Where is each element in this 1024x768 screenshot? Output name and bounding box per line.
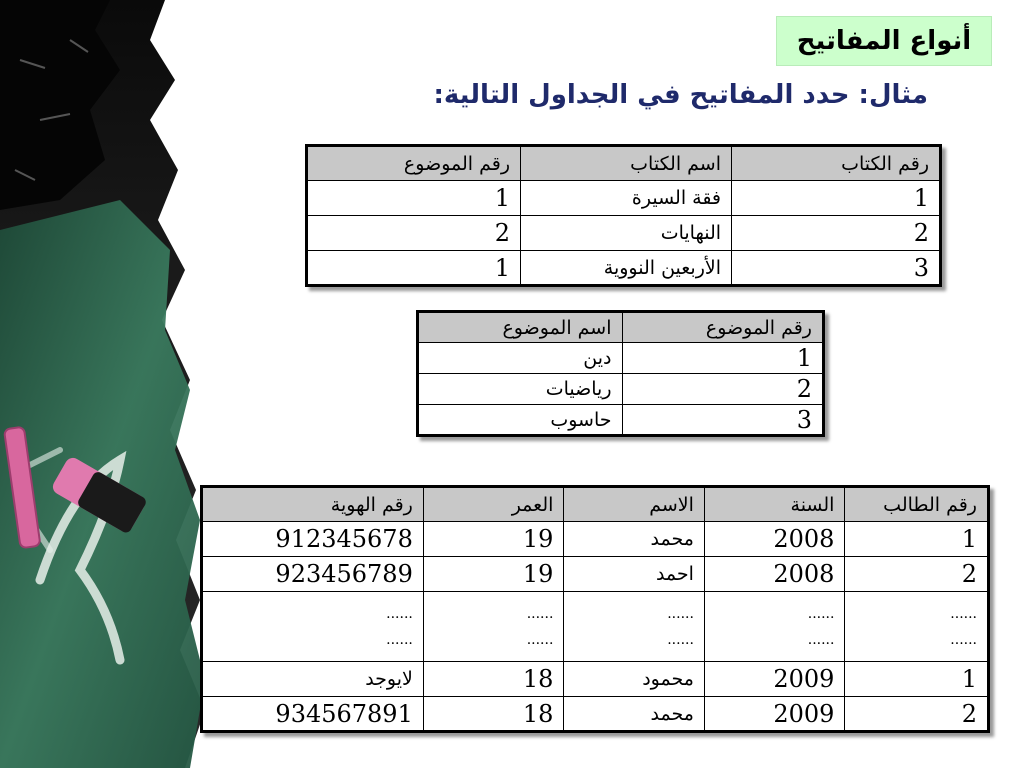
ellipsis: ......: [667, 605, 694, 622]
table-cell: 19: [423, 557, 564, 592]
table-cell: 2009: [704, 662, 845, 697]
table-cell: رياضيات: [418, 374, 623, 405]
table-cell: 1: [845, 662, 989, 697]
table-row: [307, 251, 941, 286]
table-header-row: [202, 487, 989, 522]
table-cell: محمد: [564, 697, 705, 732]
table-cell: حاسوب: [418, 405, 623, 436]
table-row: [202, 557, 989, 592]
table-row: [418, 343, 824, 374]
column-header: العمر: [423, 487, 564, 522]
slide-subtitle: مثال: حدد المفاتيح في الجداول التالية:: [433, 80, 928, 110]
table-cell: 1: [622, 343, 823, 374]
table-cell: 2: [622, 374, 823, 405]
table-cell: محمد: [564, 522, 705, 557]
table-cell: 2008: [704, 522, 845, 557]
ellipsis: ......: [386, 631, 413, 648]
column-header: رقم الموضوع: [622, 312, 823, 343]
table-header-row: [418, 312, 824, 343]
table-cell: 3: [622, 405, 823, 436]
table-row: [202, 662, 989, 697]
ellipsis: ......: [667, 631, 694, 648]
table-cell: 2009: [704, 697, 845, 732]
table-cell: 1: [307, 181, 521, 216]
ellipsis: ......: [526, 631, 554, 648]
table-cell: دين: [418, 343, 623, 374]
ellipsis-cell: [704, 592, 845, 662]
table-row: [307, 181, 941, 216]
table-cell: 1: [307, 251, 521, 286]
table-cell: 1: [732, 181, 941, 216]
table-cell: 3: [732, 251, 941, 286]
slide-title-box: [776, 16, 992, 66]
table-cell: 2: [845, 557, 989, 592]
table-row: [202, 522, 989, 557]
slide-title: أنواع المفاتيح: [796, 26, 972, 56]
ellipsis-cell: [564, 592, 705, 662]
ellipsis: ......: [386, 605, 413, 622]
column-header: اسم الموضوع: [418, 312, 623, 343]
table-cell: 2: [845, 697, 989, 732]
ellipsis: ......: [950, 605, 977, 622]
table-cell: محمود: [564, 662, 705, 697]
table-cell: احمد: [564, 557, 705, 592]
table-cell: 1: [845, 522, 989, 557]
table-cell: 18: [423, 697, 564, 732]
books-table: [305, 144, 942, 287]
ellipsis: ......: [950, 631, 977, 648]
table-row: [307, 216, 941, 251]
table-cell: لايوجد: [202, 662, 424, 697]
column-header: رقم الكتاب: [732, 146, 941, 181]
subjects-table: [416, 310, 825, 437]
column-header: السنة: [704, 487, 845, 522]
ellipsis: ......: [807, 605, 835, 622]
ellipsis-cell: [202, 592, 424, 662]
table-cell: 2: [307, 216, 521, 251]
table-row: [202, 697, 989, 732]
table-row: [418, 405, 824, 436]
ellipsis-cell: [845, 592, 989, 662]
table-cell: 934567891: [202, 697, 424, 732]
table-cell: الأربعين النووية: [521, 251, 732, 286]
table-cell: فقة السيرة: [521, 181, 732, 216]
ellipsis-row: [202, 592, 989, 662]
ellipsis: ......: [807, 631, 835, 648]
table-cell: 2: [732, 216, 941, 251]
students-table: [200, 485, 990, 733]
table-header-row: [307, 146, 941, 181]
column-header: اسم الكتاب: [521, 146, 732, 181]
ellipsis: ......: [526, 605, 554, 622]
column-header: رقم الهوية: [202, 487, 424, 522]
table-cell: 2008: [704, 557, 845, 592]
table-row: [418, 374, 824, 405]
column-header: الاسم: [564, 487, 705, 522]
table-cell: 18: [423, 662, 564, 697]
table-cell: 19: [423, 522, 564, 557]
column-header: رقم الموضوع: [307, 146, 521, 181]
table-cell: 923456789: [202, 557, 424, 592]
ellipsis-cell: [423, 592, 564, 662]
table-cell: النهايات: [521, 216, 732, 251]
column-header: رقم الطالب: [845, 487, 989, 522]
table-cell: 912345678: [202, 522, 424, 557]
